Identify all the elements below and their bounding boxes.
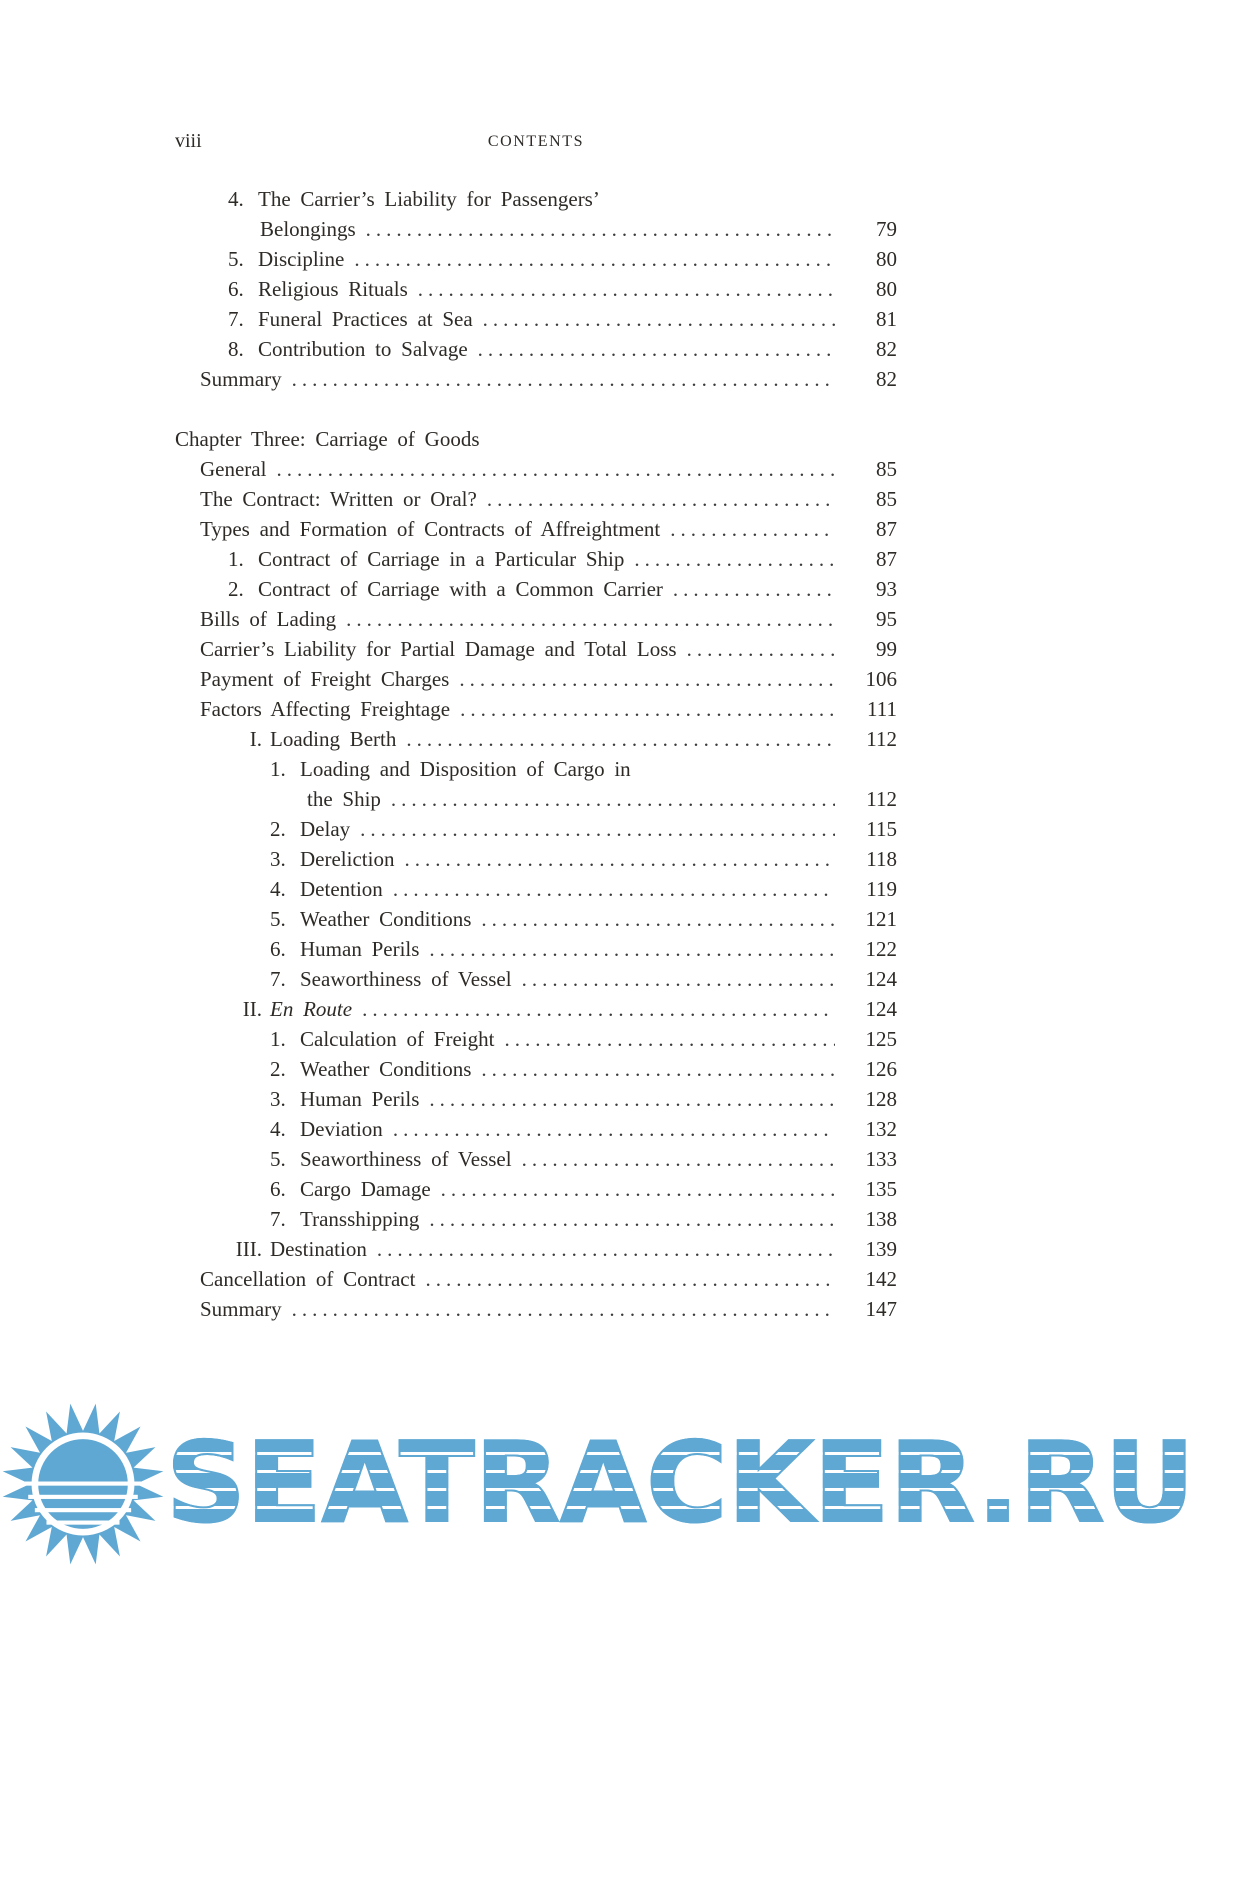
toc-entry-label: the Ship: [307, 787, 381, 811]
toc-entry-label: Funeral Practices at Sea: [258, 307, 473, 331]
toc-entry-page: 82: [876, 337, 897, 361]
dot-leader: [522, 964, 835, 994]
toc-entry-number: 2.: [270, 817, 286, 841]
toc-entry: [175, 244, 897, 274]
toc-entry: [175, 454, 897, 484]
dot-leader: [391, 784, 835, 814]
toc-entry-number: 1.: [228, 547, 244, 571]
toc-entry-label: Contract of Carriage in a Particular Ship: [258, 547, 625, 571]
toc-entry: [175, 1204, 897, 1234]
toc-entry-page: 132: [865, 1117, 897, 1141]
dot-leader: [429, 1204, 835, 1234]
toc-entry-number: 1.: [270, 757, 286, 781]
toc-entry-page: 87: [876, 547, 897, 571]
dot-leader: [687, 634, 835, 664]
toc-entry-page: 85: [876, 457, 897, 481]
dot-leader: [292, 364, 835, 394]
toc-entry-label: Summary: [200, 367, 282, 391]
dot-leader: [425, 1264, 835, 1294]
toc-entry-page: 135: [865, 1177, 897, 1201]
toc-entry-label: Delay: [300, 817, 351, 841]
toc-entry-label: Types and Formation of Contracts of Affreightment: [200, 517, 661, 541]
dot-leader: [487, 484, 835, 514]
toc-entry: [175, 664, 897, 694]
toc-entry-page: 122: [865, 937, 897, 961]
page-header: [175, 128, 897, 158]
dot-leader: [346, 604, 835, 634]
toc-entry-number: 6.: [228, 277, 244, 301]
toc-entry: [175, 1024, 897, 1054]
toc-entry: [175, 364, 897, 394]
toc-entry: [175, 1174, 897, 1204]
toc-entry-label: Chapter Three: Carriage of Goods: [175, 427, 480, 451]
toc-entry-label: Human Perils: [300, 1087, 420, 1111]
toc-entry-number: 6.: [270, 937, 286, 961]
toc-entry: [175, 844, 897, 874]
toc-entry-label: The Carrier’s Liability for Passengers’: [258, 187, 600, 211]
toc-entry-label: The Contract: Written or Oral?: [200, 487, 477, 511]
toc-entry-label: Loading and Disposition of Cargo in: [300, 757, 631, 781]
toc-entry: [175, 1084, 897, 1114]
toc-entry: [175, 754, 897, 784]
watermark-text: SEATRACKER.RU: [166, 1401, 1237, 1567]
toc-entry-label: Seaworthiness of Vessel: [300, 967, 512, 991]
toc-entry-label: Seaworthiness of Vessel: [300, 1147, 512, 1171]
toc-entry-label: Religious Rituals: [258, 277, 408, 301]
toc-entry-number: 7.: [270, 1207, 286, 1231]
running-title: CONTENTS: [487, 133, 585, 150]
dot-leader: [362, 994, 835, 1024]
toc-entry-number: 4.: [270, 877, 286, 901]
toc-entry-number: II.: [242, 997, 262, 1021]
toc-entry-label: Cargo Damage: [300, 1177, 431, 1201]
toc-entry: [175, 544, 897, 574]
dot-leader: [673, 574, 835, 604]
dot-leader: [441, 1174, 835, 1204]
toc-entry-label: En Route: [270, 997, 353, 1021]
toc-entry: [175, 784, 897, 814]
toc-entry-label: Payment of Freight Charges: [200, 667, 450, 691]
dot-leader: [504, 1024, 835, 1054]
toc-entry: [175, 214, 897, 244]
toc-entry-page: 95: [876, 607, 897, 631]
toc-entry-label: Loading Berth: [270, 727, 397, 751]
toc-entry: [175, 724, 897, 754]
toc-entry-number: 1.: [270, 1027, 286, 1051]
toc-entry-label: Detention: [300, 877, 383, 901]
toc-entry-label: Dereliction: [300, 847, 395, 871]
toc-entry-page: 124: [865, 967, 897, 991]
toc-entry-label: Contribution to Salvage: [258, 337, 468, 361]
toc-entry-number: 4.: [228, 187, 244, 211]
toc-entry-number: 7.: [270, 967, 286, 991]
dot-leader: [670, 514, 835, 544]
toc-entry-number: 5.: [270, 907, 286, 931]
toc-entry-page: 81: [876, 307, 897, 331]
dot-leader: [418, 274, 835, 304]
dot-leader: [406, 724, 835, 754]
toc-entry-label: Discipline: [258, 247, 345, 271]
toc-entry-number: 5.: [228, 247, 244, 271]
toc-entry-page: 139: [865, 1237, 897, 1261]
toc-entry-page: 126: [865, 1057, 897, 1081]
dot-leader: [360, 814, 835, 844]
toc-entry-page: 79: [876, 217, 897, 241]
toc-entry-number: 5.: [270, 1147, 286, 1171]
toc-entry: [175, 424, 897, 454]
toc-entry-page: 115: [866, 817, 897, 841]
toc-entry: [175, 484, 897, 514]
toc-entry: [175, 964, 897, 994]
toc-entry-number: III.: [235, 1237, 262, 1261]
toc-entry-label: Contract of Carriage with a Common Carrier: [258, 577, 663, 601]
toc-entry-page: 121: [865, 907, 897, 931]
dot-leader: [459, 664, 835, 694]
table-of-contents: [175, 184, 897, 1324]
toc-entry-page: 142: [865, 1267, 897, 1291]
toc-entry-page: 106: [865, 667, 897, 691]
dot-leader: [429, 1084, 835, 1114]
toc-entry-number: 3.: [270, 847, 286, 871]
toc-entry: [175, 1294, 897, 1324]
folio-page-number: viii: [175, 130, 202, 152]
toc-entry-page: 80: [876, 247, 897, 271]
dot-leader: [377, 1234, 835, 1264]
dot-leader: [393, 1114, 835, 1144]
toc-entry-number: I.: [249, 727, 262, 751]
toc-entry: [175, 604, 897, 634]
toc-entry-page: 133: [865, 1147, 897, 1171]
toc-entry-page: 119: [866, 877, 897, 901]
dot-leader: [481, 904, 835, 934]
toc-entry-page: 111: [867, 697, 897, 721]
dot-leader: [366, 214, 835, 244]
toc-entry-label: Cancellation of Contract: [200, 1267, 416, 1291]
toc-entry-number: 4.: [270, 1117, 286, 1141]
dot-leader: [354, 244, 835, 274]
watermark-banner: [0, 1398, 1237, 1570]
toc-entry-label: Summary: [200, 1297, 282, 1321]
toc-entry-label: Deviation: [300, 1117, 383, 1141]
toc-entry-label: General: [200, 457, 267, 481]
dot-leader: [522, 1144, 835, 1174]
toc-entry-page: 112: [866, 727, 897, 751]
toc-entry: [175, 1144, 897, 1174]
toc-entry: [175, 904, 897, 934]
dot-leader: [429, 934, 835, 964]
toc-entry-page: 93: [876, 577, 897, 601]
dot-leader: [481, 1054, 835, 1084]
toc-entry-label: Destination: [270, 1237, 367, 1261]
dot-leader: [478, 334, 835, 364]
toc-entry-number: 2.: [270, 1057, 286, 1081]
toc-entry: [175, 574, 897, 604]
toc-entry-page: 85: [876, 487, 897, 511]
toc-entry-page: 99: [876, 637, 897, 661]
toc-entry: [175, 274, 897, 304]
toc-entry-label: Human Perils: [300, 937, 420, 961]
toc-entry: [175, 814, 897, 844]
toc-entry-label: Factors Affecting Freightage: [200, 697, 451, 721]
toc-entry-page: 147: [865, 1297, 897, 1321]
toc-entry-page: 125: [865, 1027, 897, 1051]
toc-entry-number: 6.: [270, 1177, 286, 1201]
page-content: [175, 128, 897, 1324]
dot-leader: [404, 844, 835, 874]
dot-leader: [292, 1294, 835, 1324]
toc-entry-number: 8.: [228, 337, 244, 361]
toc-entry-label: Transshipping: [300, 1207, 420, 1231]
dot-leader: [393, 874, 835, 904]
toc-entry-label: Belongings: [260, 217, 356, 241]
toc-entry-page: 87: [876, 517, 897, 541]
dot-leader: [483, 304, 835, 334]
toc-entry: [175, 334, 897, 364]
toc-entry: [175, 1114, 897, 1144]
toc-entry-page: 138: [865, 1207, 897, 1231]
toc-entry: [175, 514, 897, 544]
toc-entry-number: 2.: [228, 577, 244, 601]
toc-entry: [175, 934, 897, 964]
toc-entry: [175, 1054, 897, 1084]
toc-entry: [175, 634, 897, 664]
sunburst-logo-icon: [0, 1401, 166, 1567]
toc-entry: [175, 184, 897, 214]
toc-entry-page: 112: [866, 787, 897, 811]
toc-entry: [175, 1234, 897, 1264]
toc-entry-label: Weather Conditions: [300, 1057, 472, 1081]
toc-entry: [175, 874, 897, 904]
toc-entry: [175, 994, 897, 1024]
toc-entry: [175, 1264, 897, 1294]
toc-entry-page: 128: [865, 1087, 897, 1111]
toc-entry-number: 3.: [270, 1087, 286, 1111]
toc-entry-number: 7.: [228, 307, 244, 331]
toc-entry-label: Weather Conditions: [300, 907, 472, 931]
dot-leader: [276, 454, 835, 484]
toc-entry-label: Carrier’s Liability for Partial Damage and Total Loss: [200, 637, 677, 661]
toc-entry-page: 82: [876, 367, 897, 391]
toc-entry-page: 80: [876, 277, 897, 301]
dot-leader: [634, 544, 835, 574]
toc-entry-page: 118: [866, 847, 897, 871]
toc-entry: [175, 694, 897, 724]
toc-entry: [175, 304, 897, 334]
dot-leader: [460, 694, 835, 724]
toc-entry-page: 124: [865, 997, 897, 1021]
toc-entry-label: Calculation of Freight: [300, 1027, 495, 1051]
toc-entry-label: Bills of Lading: [200, 607, 337, 631]
